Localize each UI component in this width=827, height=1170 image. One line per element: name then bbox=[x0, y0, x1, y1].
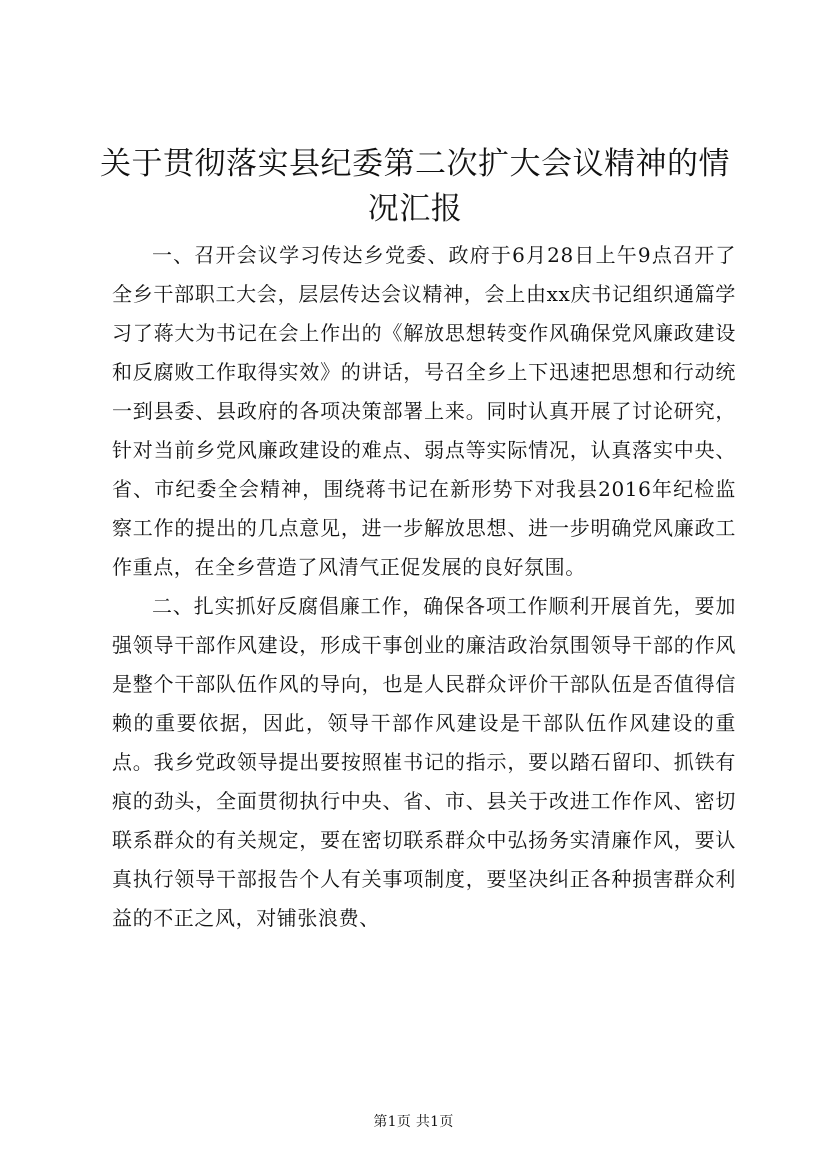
paragraph-1: 一、召开会议学习传达乡党委、政府于6月28日上午9点召开了全乡干部职工大会，层层传达会议精神，会上由xx庆书记组织通篇学习了蒋大为书记在会上作出的《解放思想转变作风确保党风廉政建设和反腐败工作取得实效》的讲话，号召全乡上下迅速把思想和行动统一到县委、县政府的各项决策部署上来。同时认真开展了讨论研究，针对当前乡党风廉政建设的难点、弱点等实际情况，认真落实中央、省、市纪委全会精神，围绕蒋书记在新形势下对我县2016年纪检监察工作的提出的几点意见，进一步解放思想、进一步明确党风廉政工作重点，在全乡营造了风清气正促发展的良好氛围。 bbox=[112, 243, 736, 579]
document-title: 关于贯彻落实县纪委第二次扩大会议精神的情况汇报 bbox=[100, 146, 730, 227]
page-footer: 第1页 共1页 bbox=[373, 1114, 454, 1130]
document-body bbox=[112, 236, 736, 938]
paragraph-2: 二、扎实抓好反腐倡廉工作，确保各项工作顺利开展首先，要加强领导干部作风建设，形成干事创业的廉洁政治氛围领导干部的作风是整个干部队伍作风的导向，也是人民群众评价干部队伍是否值得信赖的重要依据，因此，领导干部作风建设是干部队伍作风建设的重点。我乡党政领导提出要按照崔书记的指示，要以踏石留印、抓铁有痕的劲头，全面贯彻执行中央、省、市、县关于改进工作作风、密切联系群众的有关规定，要在密切联系群众中弘扬务实清廉作风，要认真执行领导干部报告个人有关事项制度，要坚决纠正各种损害群众利益的不正之风，对铺张浪费、 bbox=[112, 594, 736, 930]
